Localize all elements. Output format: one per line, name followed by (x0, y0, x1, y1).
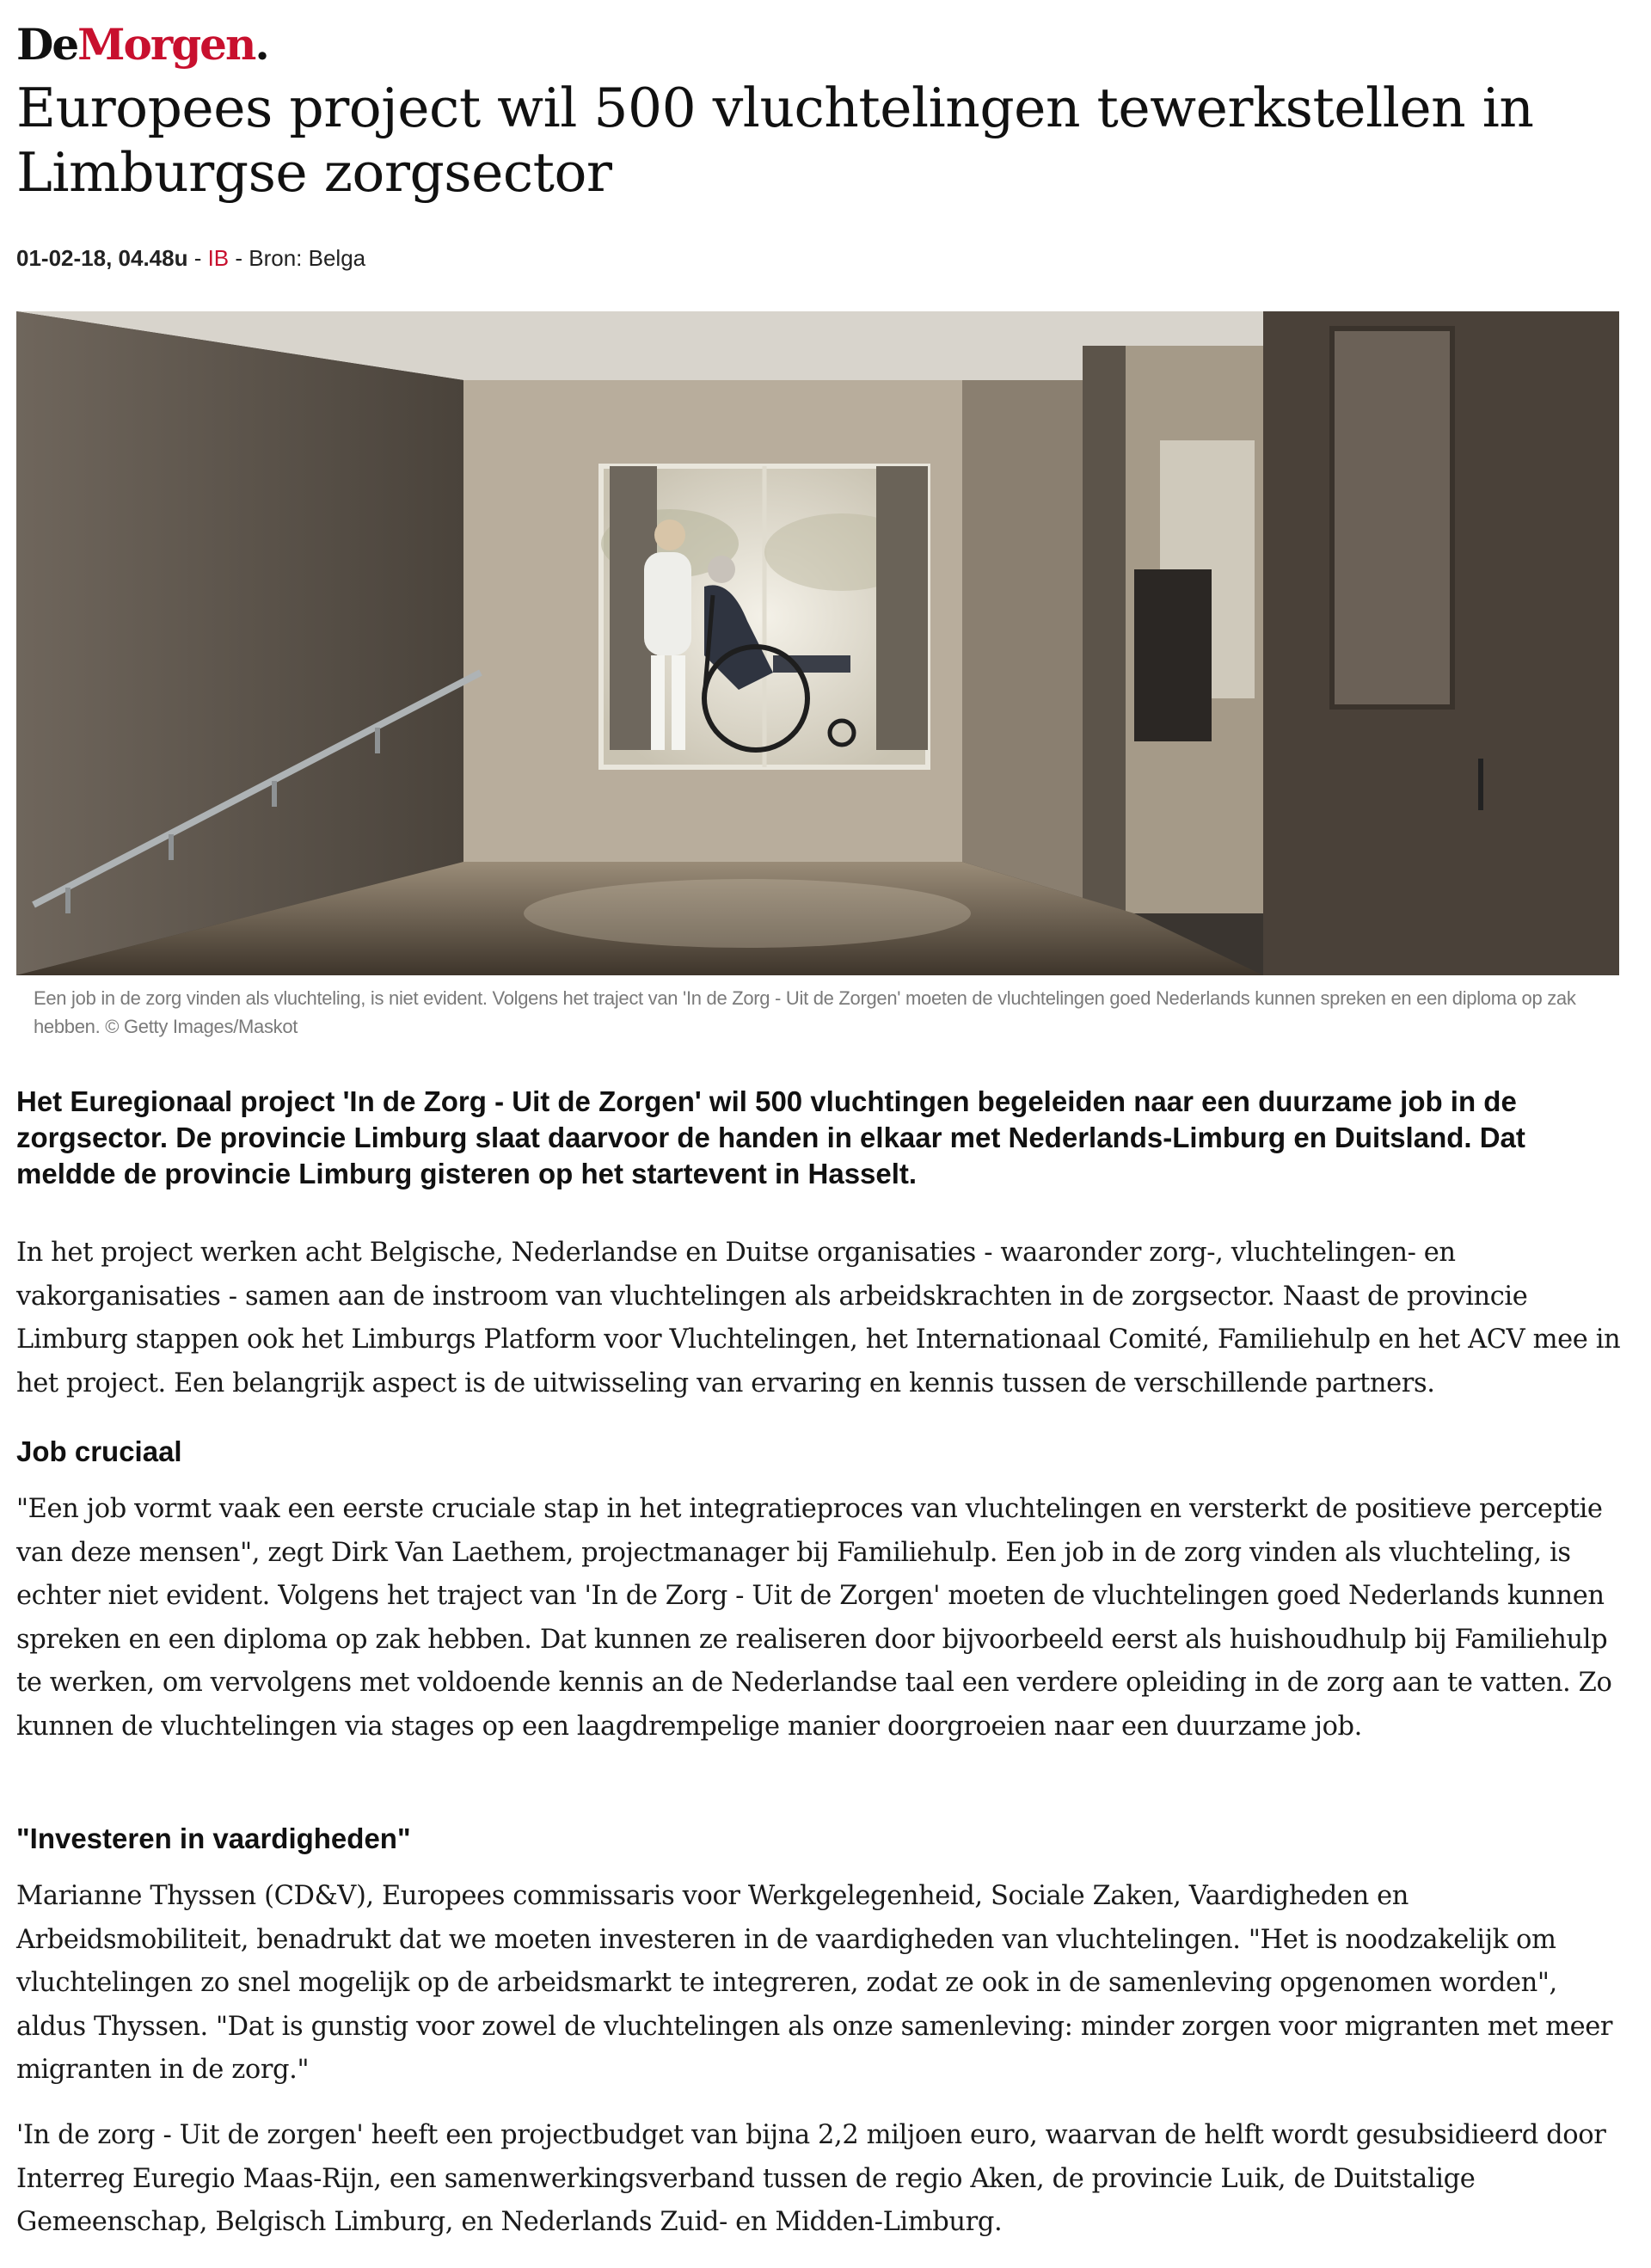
article-lead: Het Euregionaal project 'In de Zorg - Uit de Zorgen' wil 500 vluchtingen begeleiden naar een duurzame job in de zorgsector. De provincie Limburg slaat daarvoor de handen in elkaar met Nederlands-Limburg en Duitsland. Dat meldde de provincie Limburg gisteren op het startevent in Hasselt. (16, 1085, 1525, 1189)
article-meta (16, 245, 365, 272)
article-subheading: "Investeren in vaardigheden" (16, 1822, 411, 1854)
article-paragraph: In het project werken acht Belgische, Nederlandse en Duitse organisaties - waaronder zorg-, vluchtelingen- en vakorganisaties - samen aan de instroom van vluchtelingen als arbeidskrachten in de zorgsector. Naast de provincie Limburg stappen ook het Limburgs Platform voor Vluchtelingen, het Internationaal Comité, Familiehulp en het ACV mee in het project. Een belangrijk aspect is de uitwisseling van ervaring en kennis tussen de verschillende partners. (16, 1238, 1621, 1398)
article-paragraph: Marianne Thyssen (CD&V), Europees commissaris voor Werkgelegenheid, Sociale Zaken, Vaardigheden en Arbeidsmobiliteit, benadrukt dat we moeten investeren in de vaardigheden van vluchtelingen. "Het is noodzakelijk om vluchtelingen zo snel mogelijk op de arbeidsmarkt te integreren, zodat ze ook in de samenleving opgenomen worden", aldus Thyssen. "Dat is gunstig voor zowel de vluchtelingen als onze samenleving: minder zorgen voor migranten met meer migranten in de zorg." (16, 1881, 1613, 2085)
meta-separator: - (229, 245, 249, 271)
article-paragraph: "Een job vormt vaak een eerste cruciale stap in het integratieproces van vluchtelingen en versterkt de positieve perceptie van deze mensen", zegt Dirk Van Laethem, projectmanager bij Familiehulp. Een job in de zorg vinden als vluchteling, is echter niet evident. Volgens het traject van 'In de Zorg - Uit de Zorgen' moeten de vluchtelingen goed Nederlands kunnen spreken en een diploma op zak hebben. Dat kunnen ze realiseren door bijvoorbeeld eerst als huishoudhulp bij Familiehulp te werken, om vervolgens met voldoende kennis an de Nederlandse taal een verdere opleiding in de zorg aan te vatten. Zo kunnen de vluchtelingen via stages op een laagdrempelige manier doorgroeien naar een duurzame job. (16, 1494, 1612, 1742)
article-subheading: Job cruciaal (16, 1435, 182, 1467)
logo-de: De (16, 19, 78, 70)
article-title: Europees project wil 500 vluchtelingen tewerkstellen in Limburgse zorgsector (16, 77, 1534, 204)
logo-dot: . (255, 19, 268, 70)
article-photo (16, 311, 1619, 975)
author-link[interactable]: IB (207, 245, 230, 271)
meta-separator: - (187, 245, 208, 271)
logo-morgen: Morgen (77, 19, 255, 70)
demorgen-logo[interactable] (16, 19, 268, 71)
article-paragraph: 'In de zorg - Uit de zorgen' heeft een projectbudget van bijna 2,2 miljoen euro, waarvan de helft wordt gesubsidieerd door Interreg Euregio Maas-Rijn, een samenwerkingsverband tussen de regio Aken, de provincie Luik, de Duitstalige Gemeenschap, Belgisch Limburg, en Nederlands Zuid- en Midden-Limburg. (16, 2120, 1606, 2237)
source-label: Bron: Belga (249, 245, 366, 271)
photo-caption: Een job in de zorg vinden als vluchteling, is niet evident. Volgens het traject van 'In de Zorg - Uit de Zorgen' moeten de vluchtelingen goed Nederlands kunnen spreken en een diploma op zak hebben. © Getty Images/Maskot (34, 987, 1576, 1037)
publish-date: 01-02-18, 04.48u (16, 245, 188, 271)
